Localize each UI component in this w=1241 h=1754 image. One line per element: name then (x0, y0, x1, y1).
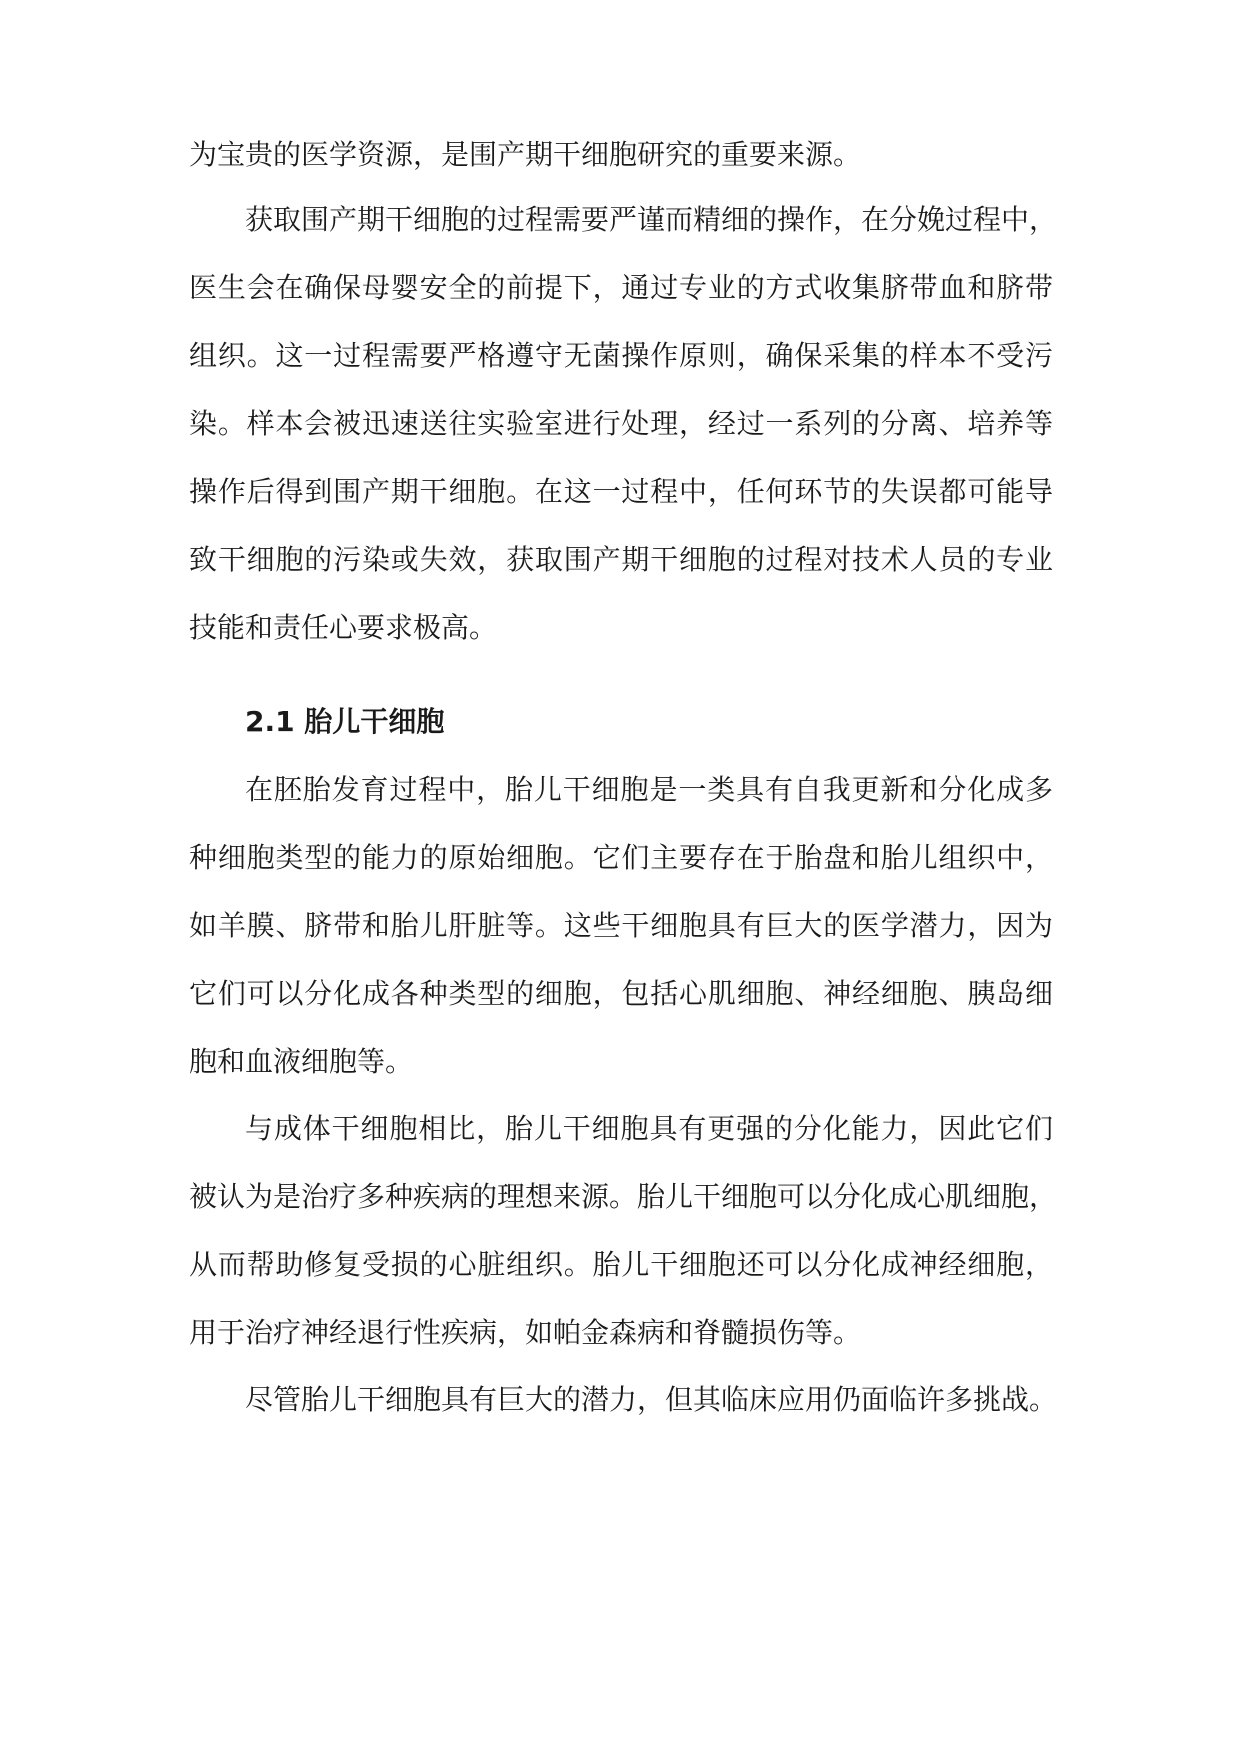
paragraph-2-line-4: 它们可以分化成各种类型的细胞，包括心肌细胞、神经细胞、胰岛细 (189, 977, 1053, 1010)
paragraph-1-line-6: 致干细胞的污染或失效，获取围产期干细胞的过程对技术人员的专业 (189, 543, 1053, 576)
paragraph-2-line-2: 种细胞类型的能力的原始细胞。它们主要存在于胎盘和胎儿组织中， (189, 841, 1053, 874)
paragraph-3-line-2: 被认为是治疗多种疾病的理想来源。胎儿干细胞可以分化成心肌细胞， (189, 1180, 1058, 1213)
section-heading-2-1: 2.1 胎儿干细胞 (245, 705, 445, 738)
paragraph-2-line-5: 胞和血液细胞等。 (189, 1045, 414, 1078)
paragraph-2-line-3: 如羊膜、脐带和胎儿肝脏等。这些干细胞具有巨大的医学潜力，因为 (189, 909, 1053, 942)
paragraph-4-line-1: 尽管胎儿干细胞具有巨大的潜力，但其临床应用仍面临许多挑战。 (245, 1383, 1058, 1416)
paragraph-1-line-7: 技能和责任心要求极高。 (189, 611, 498, 644)
paragraph-0-line-1: 为宝贵的医学资源，是围产期干细胞研究的重要来源。 (189, 138, 862, 171)
paragraph-1-line-1: 获取围产期干细胞的过程需要严谨而精细的操作，在分娩过程中， (245, 203, 1058, 236)
paragraph-1-line-3: 组织。这一过程需要严格遵守无菌操作原则，确保采集的样本不受污 (189, 339, 1053, 372)
paragraph-3-line-3: 从而帮助修复受损的心脏组织。胎儿干细胞还可以分化成神经细胞， (189, 1248, 1053, 1281)
paragraph-2-line-1: 在胚胎发育过程中，胎儿干细胞是一类具有自我更新和分化成多 (245, 773, 1053, 806)
paragraph-1-line-2: 医生会在确保母婴安全的前提下，通过专业的方式收集脐带血和脐带 (189, 271, 1053, 304)
paragraph-1-line-4: 染。样本会被迅速送往实验室进行处理，经过一系列的分离、培养等 (189, 407, 1053, 440)
paragraph-3-line-1: 与成体干细胞相比，胎儿干细胞具有更强的分化能力，因此它们 (245, 1112, 1053, 1145)
paragraph-1-line-5: 操作后得到围产期干细胞。在这一过程中，任何环节的失误都可能导 (189, 475, 1053, 508)
paragraph-3-line-4: 用于治疗神经退行性疾病，如帕金森病和脊髓损伤等。 (189, 1316, 862, 1349)
